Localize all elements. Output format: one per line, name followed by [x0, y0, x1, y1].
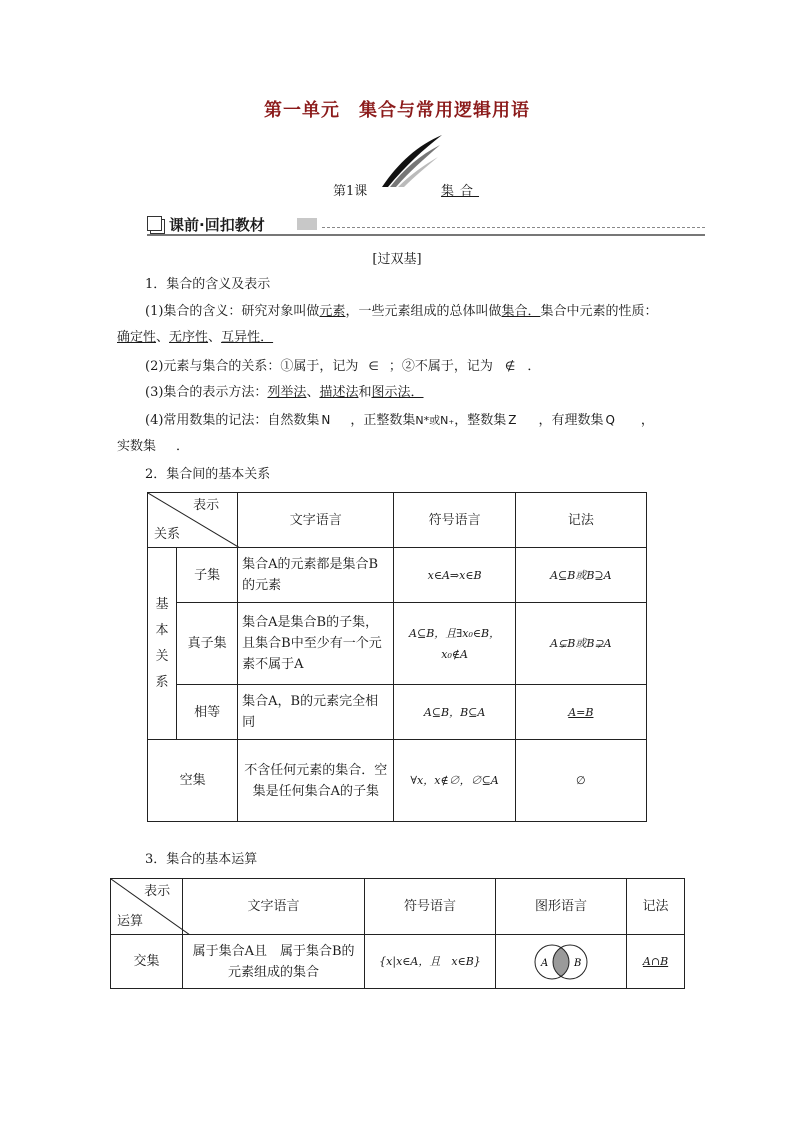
item1-line-meaning [145, 303, 657, 321]
text: ，一些元素组成的总体叫做 [345, 304, 502, 319]
section-shade [297, 218, 317, 230]
text: 、 [156, 330, 170, 345]
text: (2)元素与集合的关系：①属于，记为 [145, 359, 359, 374]
venn-diagram [528, 940, 594, 984]
answer: ∉ [504, 359, 516, 373]
answer: 集合． [501, 304, 541, 319]
section-divider [322, 227, 705, 228]
row-text-cell: 集合A是集合B的子集，且集合B中至少有一个元素不属于A [238, 603, 394, 685]
sub-heading: [过双基] [372, 252, 422, 267]
row-notation-cell: A⊊B或B⊋A [515, 603, 646, 685]
venn-label-a: A [541, 957, 549, 969]
page-title: 第一单元 集合与常用逻辑用语 [264, 100, 530, 121]
lesson-name: 集合 [441, 184, 480, 199]
corner-bottom-label: 运算 [117, 914, 144, 929]
item1-line-number-sets [145, 411, 654, 430]
text: (3)集合的表示方法： [145, 385, 268, 400]
answer: 确定性 [117, 330, 157, 345]
section-header [147, 213, 705, 235]
row-venn-cell [496, 935, 627, 989]
answer: 描述法 [319, 385, 359, 400]
row-symbol-cell: ∀x，x∉∅，∅⊆A [394, 740, 515, 822]
notation: A∩B [642, 955, 669, 968]
header-cell: 符号语言 [364, 879, 495, 935]
item1-line-relation [145, 357, 540, 376]
text: ，整数集 [454, 413, 507, 428]
text: ． [176, 439, 190, 454]
relation-table [147, 492, 647, 822]
corner-cell [148, 493, 238, 548]
section-underline [147, 234, 705, 236]
row-name-cell: 交集 [111, 935, 183, 989]
text: 、 [306, 385, 320, 400]
group-label: 基本关系 [155, 596, 169, 690]
group-cell [148, 548, 177, 740]
text: 、 [208, 330, 222, 345]
answer: 图示法． [371, 385, 424, 400]
item1-line-methods [145, 384, 424, 402]
row-notation-cell: A⊆B或B⊇A [515, 548, 646, 603]
operation-table [110, 878, 685, 989]
item2-heading: 2．集合间的基本关系 [145, 467, 271, 482]
corner-top-label: 表示 [193, 498, 220, 513]
answer: Q [605, 413, 615, 427]
answer: N*或N₊ [415, 414, 455, 427]
row-symbol-cell: x∈A⇒x∈B [394, 548, 515, 603]
text: ． [527, 359, 541, 374]
section-box-icon [147, 216, 162, 231]
answer: 无序性 [169, 330, 209, 345]
header-cell: 图形语言 [496, 879, 627, 935]
corner-cell [111, 879, 183, 935]
text: ，正整数集 [350, 413, 416, 428]
answer: ∈ [368, 359, 379, 373]
item1-line-real-set [117, 438, 189, 456]
notation: A=B [568, 705, 594, 719]
text: 集合中元素的性质： [540, 304, 658, 319]
item1-heading: 1．集合的含义及表示 [145, 277, 271, 292]
row-notation-cell [515, 685, 646, 740]
answer: 互异性． [221, 330, 274, 345]
section-title: 课前·回扣教材 [169, 216, 265, 234]
text: ， [640, 413, 654, 428]
row-notation-cell [627, 935, 685, 989]
header-cell: 记法 [515, 493, 646, 548]
item1-line-properties [117, 329, 273, 347]
text: (1)集合的含义：研究对象叫做 [145, 304, 320, 319]
row-symbol-cell: {x|x∈A，且 x∈B} [364, 935, 495, 989]
header-cell: 记法 [627, 879, 685, 935]
row-text-cell: 集合A，B的元素完全相同 [238, 685, 394, 740]
corner-bottom-label: 关系 [154, 527, 181, 542]
header-cell: 文字语言 [183, 879, 365, 935]
row-text-cell: 属于集合A且 属于集合B的元素组成的集合 [183, 935, 365, 989]
row-notation-cell: ∅ [515, 740, 646, 822]
venn-label-b: B [574, 957, 582, 969]
row-symbol-cell: A⊆B，B⊆A [394, 685, 515, 740]
answer: Z [508, 413, 517, 427]
swoosh-decoration-icon [380, 133, 444, 189]
answer: N [321, 413, 331, 427]
row-name-cell: 真子集 [177, 603, 238, 685]
row-name-cell: 子集 [177, 548, 238, 603]
answer: 元素 [319, 304, 346, 319]
row-name-cell: 相等 [177, 685, 238, 740]
text: 和 [358, 385, 372, 400]
answer: 列举法 [267, 385, 307, 400]
corner-top-label: 表示 [144, 884, 171, 899]
header-cell: 文字语言 [238, 493, 394, 548]
text: ，有理数集 [538, 413, 604, 428]
text: 实数集 [117, 439, 157, 454]
text: ；②不属于，记为 [388, 359, 493, 374]
row-symbol-cell: A⊆B，且∃x₀∈B，x₀∉A [394, 603, 515, 685]
item3-heading: 3．集合的基本运算 [145, 852, 258, 867]
header-cell: 符号语言 [394, 493, 515, 548]
text: (4)常用数集的记法：自然数集 [145, 413, 320, 428]
row-text-cell: 不含任何元素的集合．空集是任何集合A的子集 [238, 740, 394, 822]
lesson-label: 第1课 [333, 184, 368, 199]
row-name-cell: 空集 [148, 740, 238, 822]
row-text-cell: 集合A的元素都是集合B的元素 [238, 548, 394, 603]
